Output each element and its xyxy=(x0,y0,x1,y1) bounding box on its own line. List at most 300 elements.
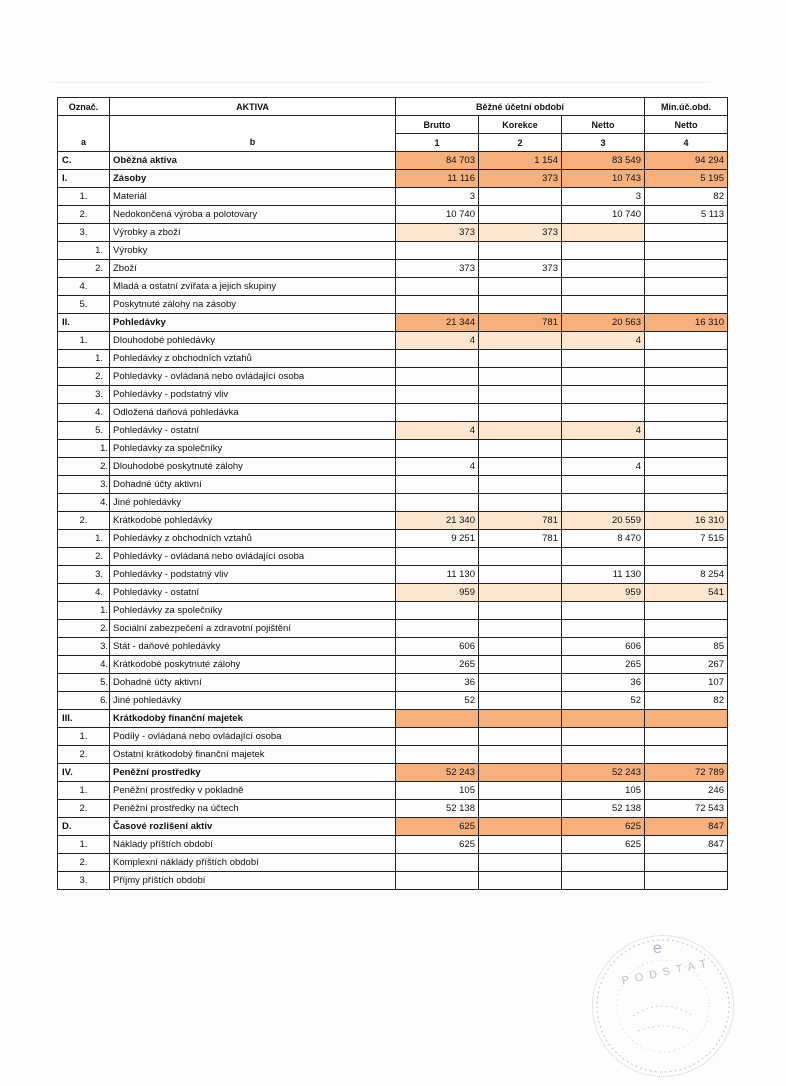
row-previous-netto xyxy=(645,728,728,746)
row-brutto xyxy=(396,476,479,494)
row-brutto xyxy=(396,368,479,386)
row-previous-netto xyxy=(645,854,728,872)
row-code: D. xyxy=(58,818,110,836)
row-netto: 52 xyxy=(562,692,645,710)
row-korekce xyxy=(479,440,562,458)
header-col-1: 1 xyxy=(396,134,479,152)
table-row xyxy=(58,152,728,170)
table-row xyxy=(58,386,728,404)
table-row xyxy=(58,566,728,584)
row-previous-netto xyxy=(645,350,728,368)
row-label: Pohledávky - ovládaná nebo ovládající osoba xyxy=(110,368,396,386)
row-netto: 52 138 xyxy=(562,800,645,818)
row-previous-netto: 847 xyxy=(645,818,728,836)
row-code: II. xyxy=(58,314,110,332)
stamp-graphic xyxy=(593,936,733,1076)
row-label: Náklady příštích období xyxy=(110,836,396,854)
row-label: Peněžní prostředky na účtech xyxy=(110,800,396,818)
row-previous-netto xyxy=(645,440,728,458)
row-previous-netto xyxy=(645,368,728,386)
row-netto xyxy=(562,854,645,872)
row-netto: 52 243 xyxy=(562,764,645,782)
row-korekce: 781 xyxy=(479,512,562,530)
row-brutto xyxy=(396,278,479,296)
row-netto xyxy=(562,368,645,386)
row-brutto: 11 130 xyxy=(396,566,479,584)
row-netto xyxy=(562,404,645,422)
header-aktiva: AKTIVA xyxy=(110,98,396,116)
row-netto: 959 xyxy=(562,584,645,602)
header-korekce: Korekce xyxy=(479,116,562,134)
row-previous-netto xyxy=(645,404,728,422)
row-brutto xyxy=(396,620,479,638)
header-row-3 xyxy=(58,134,728,152)
row-brutto: 21 340 xyxy=(396,512,479,530)
row-code: 1. xyxy=(58,728,110,746)
table-row xyxy=(58,422,728,440)
row-netto xyxy=(562,278,645,296)
table-row xyxy=(58,404,728,422)
row-brutto: 625 xyxy=(396,818,479,836)
row-previous-netto: 5 113 xyxy=(645,206,728,224)
row-korekce xyxy=(479,242,562,260)
table-row xyxy=(58,188,728,206)
row-korekce xyxy=(479,476,562,494)
row-previous-netto: 541 xyxy=(645,584,728,602)
row-korekce xyxy=(479,296,562,314)
header-blank-a xyxy=(58,116,110,134)
row-previous-netto: 107 xyxy=(645,674,728,692)
row-korekce xyxy=(479,548,562,566)
balance-sheet-assets-table xyxy=(57,97,728,890)
row-netto xyxy=(562,620,645,638)
row-netto: 625 xyxy=(562,818,645,836)
row-netto xyxy=(562,548,645,566)
row-korekce xyxy=(479,458,562,476)
row-korekce xyxy=(479,332,562,350)
header-a: a xyxy=(58,134,110,152)
row-label: Zásoby xyxy=(110,170,396,188)
row-brutto: 10 740 xyxy=(396,206,479,224)
row-brutto: 959 xyxy=(396,584,479,602)
row-previous-netto: 85 xyxy=(645,638,728,656)
table-row xyxy=(58,494,728,512)
row-netto xyxy=(562,872,645,890)
row-korekce xyxy=(479,836,562,854)
row-brutto xyxy=(396,872,479,890)
row-korekce xyxy=(479,404,562,422)
row-korekce xyxy=(479,494,562,512)
row-previous-netto xyxy=(645,602,728,620)
row-korekce xyxy=(479,656,562,674)
row-label: Pohledávky - podstatný vliv xyxy=(110,566,396,584)
row-code: 5. xyxy=(58,296,110,314)
row-brutto xyxy=(396,746,479,764)
row-korekce xyxy=(479,818,562,836)
row-previous-netto xyxy=(645,710,728,728)
table-row xyxy=(58,242,728,260)
row-code: 3. xyxy=(58,638,110,656)
row-label: Příjmy příštích období xyxy=(110,872,396,890)
row-label: Pohledávky z obchodních vztahů xyxy=(110,530,396,548)
row-previous-netto xyxy=(645,494,728,512)
row-brutto: 265 xyxy=(396,656,479,674)
row-code: 1. xyxy=(58,440,110,458)
stamp-top-letter: e xyxy=(653,940,662,957)
row-netto xyxy=(562,476,645,494)
row-netto xyxy=(562,350,645,368)
row-netto xyxy=(562,386,645,404)
row-brutto: 21 344 xyxy=(396,314,479,332)
table-row xyxy=(58,656,728,674)
row-brutto xyxy=(396,296,479,314)
row-label: Dlouhodobé poskytnuté zálohy xyxy=(110,458,396,476)
row-netto: 625 xyxy=(562,836,645,854)
row-code: 5. xyxy=(58,422,110,440)
row-label: Dlouhodobé pohledávky xyxy=(110,332,396,350)
row-code: 2. xyxy=(58,368,110,386)
table-row xyxy=(58,332,728,350)
row-previous-netto: 7 515 xyxy=(645,530,728,548)
row-label: Pohledávky za společníky xyxy=(110,440,396,458)
row-korekce xyxy=(479,638,562,656)
row-netto xyxy=(562,296,645,314)
row-label: Oběžná aktiva xyxy=(110,152,396,170)
row-netto: 4 xyxy=(562,332,645,350)
row-code: 2. xyxy=(58,206,110,224)
row-code: 1. xyxy=(58,350,110,368)
row-code: 1. xyxy=(58,782,110,800)
row-code: 2. xyxy=(58,512,110,530)
row-label: Materiál xyxy=(110,188,396,206)
row-code: 2. xyxy=(58,620,110,638)
row-label: Zboží xyxy=(110,260,396,278)
table-row xyxy=(58,638,728,656)
header-col-3: 3 xyxy=(562,134,645,152)
row-label: Pohledávky - ostatní xyxy=(110,584,396,602)
faint-scan-line xyxy=(50,82,710,83)
row-label: Jiné pohledávky xyxy=(110,692,396,710)
row-brutto xyxy=(396,710,479,728)
row-korekce xyxy=(479,602,562,620)
row-korekce xyxy=(479,206,562,224)
table-row xyxy=(58,854,728,872)
table-row xyxy=(58,710,728,728)
row-label: Mladá a ostatní zvířata a jejich skupiny xyxy=(110,278,396,296)
row-netto: 36 xyxy=(562,674,645,692)
row-brutto: 4 xyxy=(396,458,479,476)
row-korekce xyxy=(479,566,562,584)
header-oznac: Označ. xyxy=(58,98,110,116)
row-code: 1. xyxy=(58,530,110,548)
row-code: 1. xyxy=(58,836,110,854)
row-code: III. xyxy=(58,710,110,728)
row-brutto xyxy=(396,602,479,620)
row-code: 2. xyxy=(58,854,110,872)
row-code: 4. xyxy=(58,404,110,422)
table-row xyxy=(58,476,728,494)
row-previous-netto: 82 xyxy=(645,692,728,710)
table-row xyxy=(58,170,728,188)
table-row xyxy=(58,584,728,602)
row-netto xyxy=(562,260,645,278)
row-code: 3. xyxy=(58,872,110,890)
row-label: Krátkodobé poskytnuté zálohy xyxy=(110,656,396,674)
row-code: 1. xyxy=(58,332,110,350)
row-netto xyxy=(562,494,645,512)
row-label: Pohledávky - podstatný vliv xyxy=(110,386,396,404)
row-netto: 11 130 xyxy=(562,566,645,584)
row-brutto: 625 xyxy=(396,836,479,854)
table-row xyxy=(58,764,728,782)
row-netto: 8 470 xyxy=(562,530,645,548)
row-brutto: 52 243 xyxy=(396,764,479,782)
row-korekce xyxy=(479,674,562,692)
row-netto xyxy=(562,224,645,242)
row-netto: 4 xyxy=(562,458,645,476)
row-previous-netto: 16 310 xyxy=(645,314,728,332)
header-col-2: 2 xyxy=(479,134,562,152)
row-code: 5. xyxy=(58,674,110,692)
row-brutto xyxy=(396,242,479,260)
table-row xyxy=(58,620,728,638)
row-brutto: 105 xyxy=(396,782,479,800)
table-row xyxy=(58,368,728,386)
row-label: Krátkodobý finanční majetek xyxy=(110,710,396,728)
row-label: Dohadné účty aktivní xyxy=(110,674,396,692)
row-code: IV. xyxy=(58,764,110,782)
row-brutto xyxy=(396,404,479,422)
row-code: 2. xyxy=(58,548,110,566)
row-previous-netto: 16 310 xyxy=(645,512,728,530)
row-label: Stát - daňové pohledávky xyxy=(110,638,396,656)
row-korekce xyxy=(479,746,562,764)
row-brutto xyxy=(396,548,479,566)
row-korekce xyxy=(479,710,562,728)
row-previous-netto xyxy=(645,242,728,260)
row-previous-netto xyxy=(645,278,728,296)
row-label: Peněžní prostředky v pokladně xyxy=(110,782,396,800)
row-netto: 10 743 xyxy=(562,170,645,188)
table-row xyxy=(58,818,728,836)
row-brutto: 4 xyxy=(396,332,479,350)
row-code: 2. xyxy=(58,746,110,764)
row-previous-netto: 82 xyxy=(645,188,728,206)
row-netto: 20 563 xyxy=(562,314,645,332)
row-code: 1. xyxy=(58,602,110,620)
table-row xyxy=(58,260,728,278)
row-previous-netto xyxy=(645,260,728,278)
row-previous-netto: 72 789 xyxy=(645,764,728,782)
table-row xyxy=(58,224,728,242)
table-row xyxy=(58,602,728,620)
row-netto: 3 xyxy=(562,188,645,206)
row-brutto: 4 xyxy=(396,422,479,440)
row-korekce xyxy=(479,764,562,782)
row-netto: 20 559 xyxy=(562,512,645,530)
row-previous-netto: 246 xyxy=(645,782,728,800)
row-label: Pohledávky xyxy=(110,314,396,332)
row-korekce: 373 xyxy=(479,260,562,278)
row-brutto xyxy=(396,386,479,404)
row-previous-netto xyxy=(645,746,728,764)
table-row xyxy=(58,800,728,818)
row-label: Ostatní krátkodobý finanční majetek xyxy=(110,746,396,764)
row-korekce: 781 xyxy=(479,314,562,332)
row-code: 2. xyxy=(58,800,110,818)
row-label: Podíly - ovládaná nebo ovládající osoba xyxy=(110,728,396,746)
header-col-4: 4 xyxy=(645,134,728,152)
row-korekce xyxy=(479,584,562,602)
row-code: 4. xyxy=(58,278,110,296)
row-netto xyxy=(562,728,645,746)
row-previous-netto xyxy=(645,332,728,350)
row-korekce xyxy=(479,728,562,746)
row-netto xyxy=(562,746,645,764)
table-row xyxy=(58,836,728,854)
row-previous-netto xyxy=(645,422,728,440)
table-row xyxy=(58,872,728,890)
row-brutto: 84 703 xyxy=(396,152,479,170)
row-previous-netto: 267 xyxy=(645,656,728,674)
header-row-1 xyxy=(58,98,728,116)
row-korekce xyxy=(479,620,562,638)
row-previous-netto xyxy=(645,476,728,494)
row-code: 4. xyxy=(58,584,110,602)
row-code: C. xyxy=(58,152,110,170)
row-previous-netto xyxy=(645,386,728,404)
row-previous-netto xyxy=(645,620,728,638)
row-korekce xyxy=(479,800,562,818)
row-brutto: 52 138 xyxy=(396,800,479,818)
row-netto: 265 xyxy=(562,656,645,674)
row-previous-netto xyxy=(645,872,728,890)
row-netto xyxy=(562,440,645,458)
row-korekce xyxy=(479,368,562,386)
row-label: Pohledávky za společníky xyxy=(110,602,396,620)
row-brutto: 36 xyxy=(396,674,479,692)
row-korekce: 373 xyxy=(479,170,562,188)
row-korekce xyxy=(479,854,562,872)
row-brutto: 52 xyxy=(396,692,479,710)
row-code: 3. xyxy=(58,566,110,584)
table-row xyxy=(58,548,728,566)
row-korekce xyxy=(479,350,562,368)
row-previous-netto: 72 543 xyxy=(645,800,728,818)
table-row xyxy=(58,296,728,314)
row-code: 1. xyxy=(58,188,110,206)
row-label: Časové rozlišení aktiv xyxy=(110,818,396,836)
row-brutto: 373 xyxy=(396,224,479,242)
row-label: Nedokončená výroba a polotovary xyxy=(110,206,396,224)
header-b: b xyxy=(110,134,396,152)
table-row xyxy=(58,350,728,368)
table-row xyxy=(58,314,728,332)
row-previous-netto: 8 254 xyxy=(645,566,728,584)
row-code: 4. xyxy=(58,494,110,512)
row-korekce xyxy=(479,782,562,800)
table-row xyxy=(58,530,728,548)
row-netto: 10 740 xyxy=(562,206,645,224)
row-code: 2. xyxy=(58,260,110,278)
row-previous-netto: 5 195 xyxy=(645,170,728,188)
row-korekce xyxy=(479,872,562,890)
row-previous-netto xyxy=(645,224,728,242)
row-label: Odložená daňová pohledávka xyxy=(110,404,396,422)
stamp-ring-text: PODSTAT xyxy=(620,956,714,988)
row-korekce xyxy=(479,422,562,440)
row-korekce: 373 xyxy=(479,224,562,242)
row-brutto xyxy=(396,728,479,746)
row-brutto: 11 116 xyxy=(396,170,479,188)
row-previous-netto xyxy=(645,296,728,314)
table-row xyxy=(58,782,728,800)
company-stamp xyxy=(592,935,734,1077)
row-code: 3. xyxy=(58,386,110,404)
table-row xyxy=(58,692,728,710)
row-label: Pohledávky - ovládaná nebo ovládající osoba xyxy=(110,548,396,566)
row-label: Pohledávky z obchodních vztahů xyxy=(110,350,396,368)
row-code: 3. xyxy=(58,476,110,494)
row-label: Výrobky a zboží xyxy=(110,224,396,242)
row-code: 2. xyxy=(58,458,110,476)
row-netto: 105 xyxy=(562,782,645,800)
row-label: Krátkodobé pohledávky xyxy=(110,512,396,530)
header-brutto: Brutto xyxy=(396,116,479,134)
header-netto: Netto xyxy=(562,116,645,134)
row-label: Pohledávky - ostatní xyxy=(110,422,396,440)
row-korekce xyxy=(479,692,562,710)
header-previous-period: Min.úč.obd. xyxy=(645,98,728,116)
table-row xyxy=(58,440,728,458)
row-netto xyxy=(562,602,645,620)
row-code: 6. xyxy=(58,692,110,710)
table-row xyxy=(58,746,728,764)
row-label: Dohadné účty aktivní xyxy=(110,476,396,494)
row-brutto: 606 xyxy=(396,638,479,656)
row-netto xyxy=(562,242,645,260)
row-korekce xyxy=(479,188,562,206)
row-netto: 83 549 xyxy=(562,152,645,170)
row-korekce xyxy=(479,386,562,404)
row-label: Výrobky xyxy=(110,242,396,260)
header-row-2 xyxy=(58,116,728,134)
table-row xyxy=(58,278,728,296)
row-korekce xyxy=(479,278,562,296)
row-previous-netto: 847 xyxy=(645,836,728,854)
table-row xyxy=(58,458,728,476)
row-previous-netto xyxy=(645,548,728,566)
row-previous-netto xyxy=(645,458,728,476)
row-netto xyxy=(562,710,645,728)
table-row xyxy=(58,512,728,530)
table-row xyxy=(58,674,728,692)
row-code: 1. xyxy=(58,242,110,260)
row-netto: 606 xyxy=(562,638,645,656)
row-netto: 4 xyxy=(562,422,645,440)
row-brutto xyxy=(396,440,479,458)
row-code: 3. xyxy=(58,224,110,242)
row-brutto xyxy=(396,854,479,872)
row-label: Sociální zabezpečení a zdravotní pojištění xyxy=(110,620,396,638)
row-brutto: 3 xyxy=(396,188,479,206)
header-blank-b xyxy=(110,116,396,134)
row-label: Komplexní náklady příštích období xyxy=(110,854,396,872)
table-row xyxy=(58,728,728,746)
row-previous-netto: 94 294 xyxy=(645,152,728,170)
header-netto-min: Netto xyxy=(645,116,728,134)
row-brutto xyxy=(396,494,479,512)
